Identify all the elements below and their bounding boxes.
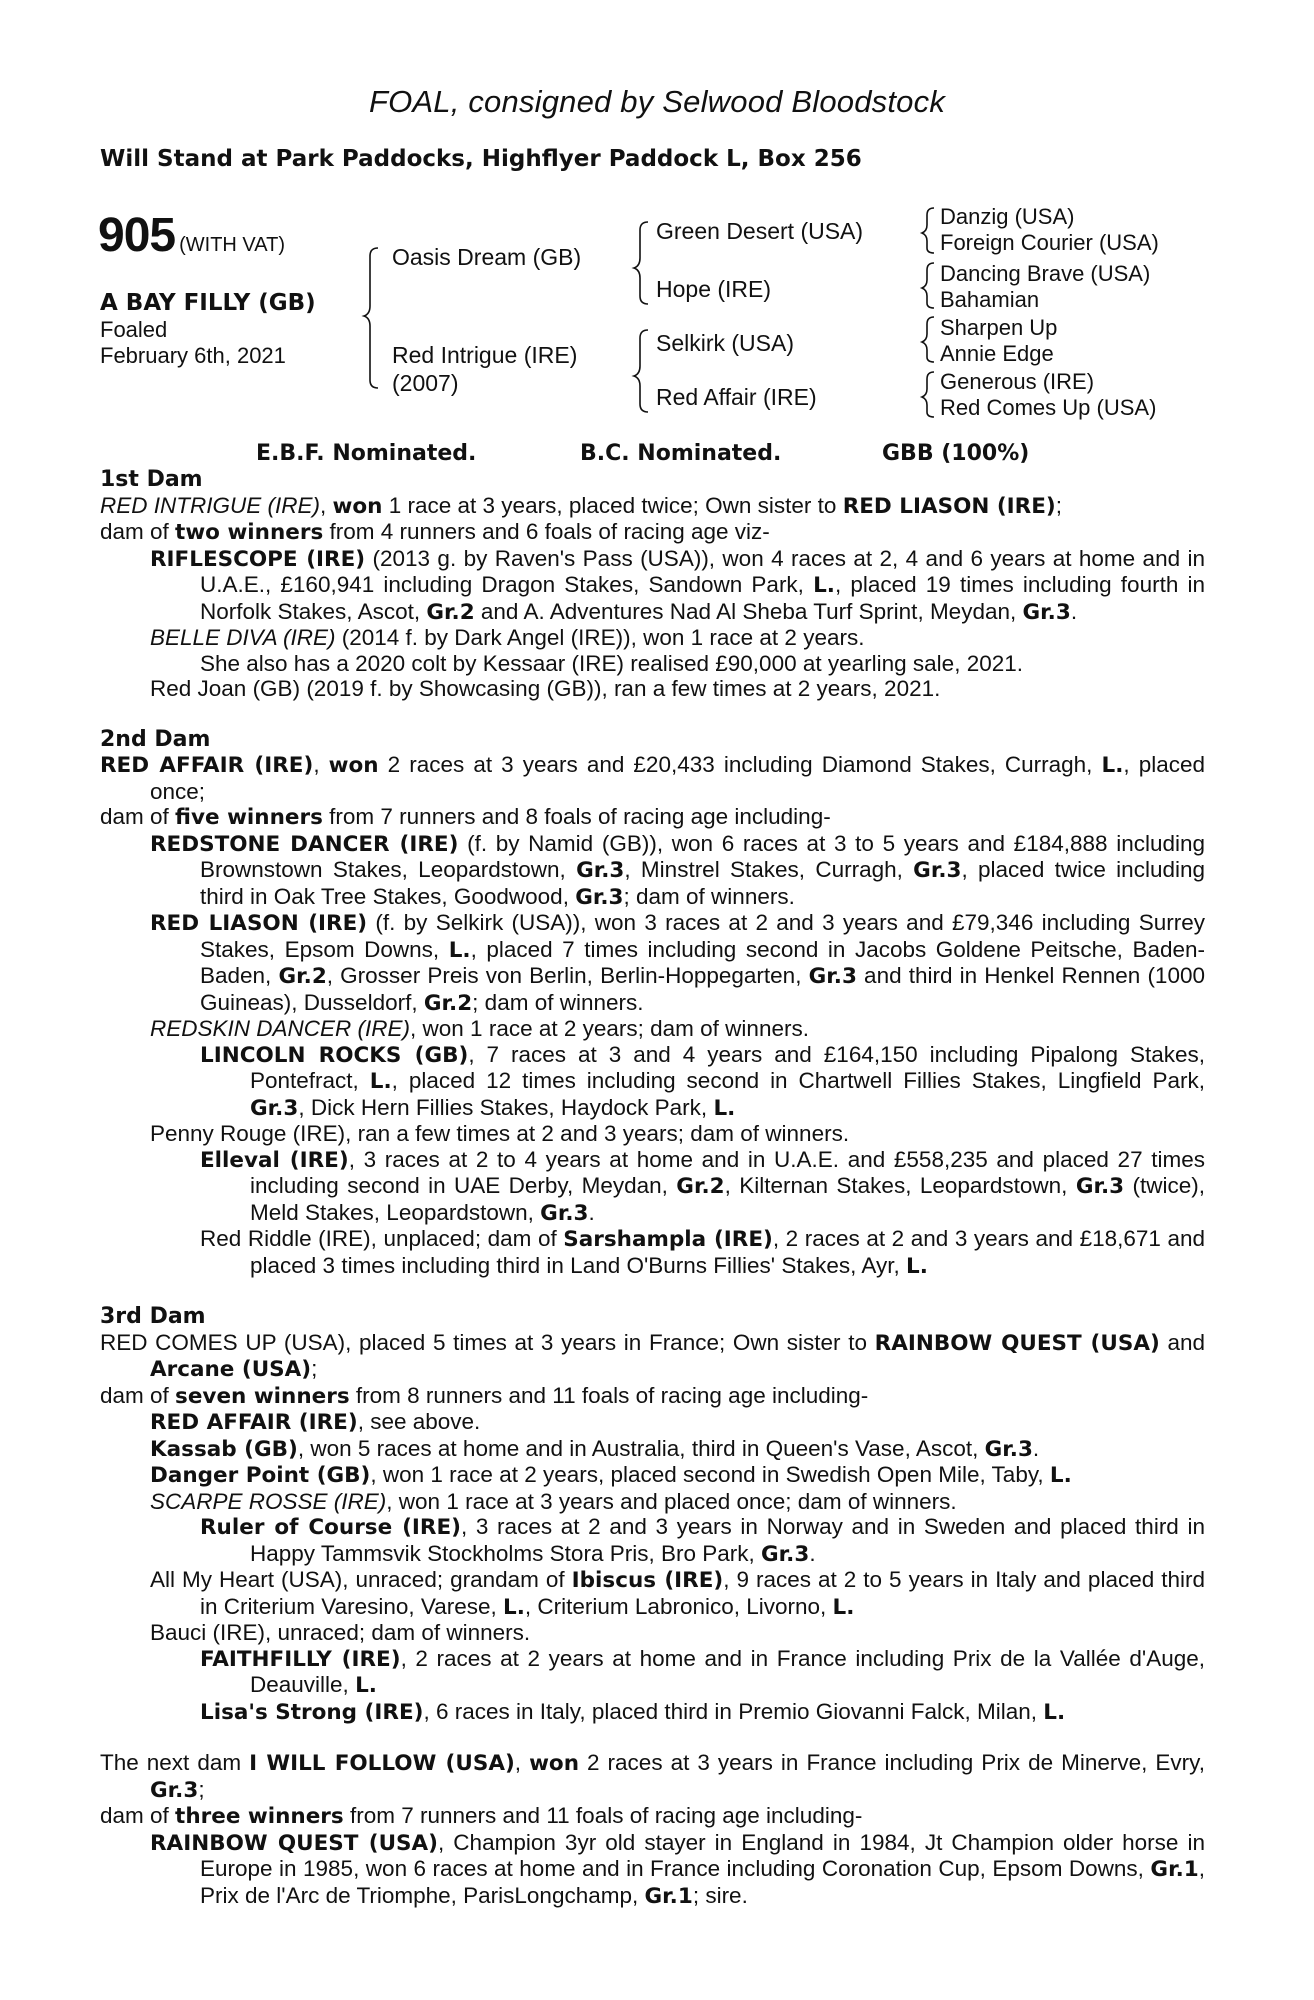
text-run: (2013 g. by Raven's Pass (USA)), won 4 races at 2, 4 and 6 years at home and in U.A.E., £160,941 including Dragon Stakes, Sandown Park,	[200, 545, 1205, 597]
text-run: , Kilternan Stakes, Leopardstown,	[724, 1173, 1076, 1198]
section-gap	[100, 1279, 1205, 1304]
bold-text: L.	[1101, 753, 1124, 778]
pedigree-sire-sire: Green Desert (USA)	[656, 218, 864, 244]
text-run: dam of	[100, 1803, 176, 1828]
bold-text: Kassab (GB)	[150, 1436, 298, 1462]
pedigree-g3-7: Generous (IRE)	[940, 369, 1095, 394]
bold-text: three winners	[175, 1804, 344, 1829]
text-run: dam of	[100, 804, 176, 829]
text-run: ,	[514, 1750, 530, 1775]
text-run: , Minstrel Stakes, Curragh,	[624, 857, 914, 882]
bold-text: RED LIASON (IRE)	[150, 911, 368, 936]
text-run: (f. by Namid (GB)), won 6 races at 3 to 5 years and £184,888 including Brownstown Stakes, Leopardstown,	[200, 830, 1206, 882]
text-run: .	[588, 1199, 595, 1225]
entry-paragraph	[100, 519, 1205, 546]
text-run: and third in Henkel Rennen (1000 Guineas), Dusseldorf,	[200, 963, 1205, 1015]
bold-text: RED AFFAIR (IRE)	[150, 1410, 358, 1435]
entry-paragraph	[100, 1750, 1205, 1803]
italic-text: REDSKIN DANCER (IRE)	[150, 1016, 411, 1041]
entry-paragraph	[100, 1042, 1205, 1122]
text-run: from 7 runners and 8 foals of racing age including-	[322, 804, 831, 829]
italic-text: SCARPE ROSSE (IRE)	[150, 1488, 387, 1514]
text-run: ; dam of winners.	[623, 883, 795, 909]
gbb-status: GBB (100%)	[882, 441, 1030, 466]
bold-text: L.	[355, 1673, 377, 1698]
bold-text: RIFLESCOPE (IRE)	[150, 546, 366, 572]
pedigree-g3-8: Red Comes Up (USA)	[940, 395, 1157, 420]
bold-text: L.	[448, 937, 471, 963]
bold-text: L.	[1043, 1699, 1066, 1725]
bold-text: Gr.2	[676, 1174, 725, 1199]
text-run: She also has a 2020 colt by Kessaar (IRE) realised £90,000 at yearling sale, 2021.	[200, 650, 1023, 676]
bold-text: Gr.3	[250, 1095, 299, 1121]
entry-paragraph	[100, 1462, 1205, 1489]
bold-text: L.	[713, 1095, 736, 1121]
bold-text: won	[332, 493, 383, 519]
text-run: , won 5 races at home and in Australia, third in Queen's Vase, Ascot,	[297, 1435, 985, 1461]
text-run: , see above.	[357, 1409, 481, 1434]
pedigree-dam: Red Intrigue (IRE)	[392, 342, 578, 368]
entry-paragraph	[100, 493, 1205, 520]
bold-text: L.	[503, 1594, 525, 1620]
bold-text: Gr.2	[278, 964, 327, 989]
entry-paragraph	[100, 546, 1205, 626]
text-run: .	[809, 1540, 816, 1566]
entry-paragraph	[100, 910, 1205, 1016]
bold-text: RAINBOW QUEST (USA)	[874, 1330, 1160, 1356]
entry-paragraph	[100, 1830, 1205, 1910]
bold-text: LINCOLN ROCKS (GB)	[200, 1042, 469, 1068]
pedigree-g3-6: Annie Edge	[940, 341, 1054, 366]
text-run: RED COMES UP (USA), placed 5 times at 3 years in France; Own sister to	[100, 1329, 875, 1355]
entry-paragraph	[100, 1147, 1205, 1227]
text-run: All My Heart (USA), unraced; grandam of	[150, 1567, 572, 1592]
text-run: , won 1 race at 3 years and placed once; dam of winners.	[386, 1488, 957, 1514]
bold-text: L.	[813, 573, 835, 598]
bold-text: Ibiscus (IRE)	[571, 1568, 724, 1593]
foaled-label: Foaled	[100, 317, 168, 342]
text-run: 1 race at 3 years, placed twice; Own sister to	[382, 492, 843, 518]
entry-paragraph	[100, 1016, 1205, 1042]
section-heading: 1st Dam	[100, 467, 203, 492]
bold-text: Ruler of Course (IRE)	[200, 1515, 461, 1540]
italic-text: RED INTRIGUE (IRE)	[100, 492, 321, 518]
text-run: (twice), Meld Stakes, Leopardstown,	[250, 1173, 1205, 1225]
text-run: dam of	[100, 519, 176, 544]
entry-paragraph	[100, 1409, 1205, 1436]
text-run: ; dam of winners.	[472, 989, 644, 1015]
bold-text: won	[328, 753, 379, 778]
bold-text: Gr.1	[644, 1883, 693, 1909]
text-run: , 3 races at 2 to 4 years at home and in U.A.E. and £558,235 and placed 27 times including second in UAE Derby, Meydan,	[250, 1146, 1205, 1198]
bold-text: L.	[369, 1069, 392, 1094]
bold-text: Arcane (USA)	[150, 1357, 312, 1382]
text-run: , Prix de l'Arc de Triomphe, ParisLongchamp,	[200, 1856, 1205, 1908]
bc-nomination: B.C. Nominated.	[580, 441, 782, 466]
text-run: Bauci (IRE), unraced; dam of winners.	[150, 1620, 531, 1645]
bold-text: won	[529, 1751, 580, 1776]
entry-paragraph	[100, 1646, 1205, 1699]
bold-text: RED LIASON (IRE)	[842, 493, 1056, 519]
entry-paragraph	[100, 1803, 1205, 1830]
entry-paragraph	[100, 1620, 1205, 1646]
pedigree-g3-3: Dancing Brave (USA)	[940, 261, 1151, 286]
text-run: , Grosser Preis von Berlin, Berlin-Hoppegarten,	[326, 963, 809, 988]
bold-text: Gr.3	[575, 884, 624, 910]
bold-text: five winners	[175, 805, 323, 830]
text-run: , 6 races in Italy, placed third in Premio Giovanni Falck, Milan,	[423, 1698, 1044, 1724]
text-run: , won 1 race at 2 years; dam of winners.	[410, 1016, 809, 1041]
text-run: , Criterium Labronico, Livorno,	[524, 1593, 833, 1619]
entry-paragraph	[100, 676, 1205, 702]
foaled-date: February 6th, 2021	[100, 343, 286, 368]
entry-paragraph	[100, 1383, 1205, 1410]
text-run: ;	[1055, 492, 1063, 518]
text-run: , Dick Hern Fillies Stakes, Haydock Park,	[298, 1094, 714, 1120]
entry-paragraph	[100, 804, 1205, 831]
text-run: , 2 races at 2 years at home and in France including Prix de la Vallée d'Auge, Deauville,	[250, 1645, 1205, 1697]
bold-text: REDSTONE DANCER (IRE)	[150, 831, 459, 857]
text-run: 2 races at 3 years in France including Prix de Minerve, Evry,	[579, 1750, 1205, 1775]
bold-text: RED AFFAIR (IRE)	[100, 753, 314, 778]
entry-paragraph	[100, 1226, 1205, 1279]
entry-paragraph	[100, 1699, 1205, 1726]
bold-text: Sarshampla (IRE)	[563, 1227, 773, 1252]
pedigree-sire: Oasis Dream (GB)	[392, 244, 582, 270]
entry-paragraph	[100, 651, 1205, 677]
text-run: The next dam	[100, 1750, 250, 1775]
vat-note: (WITH VAT)	[179, 234, 285, 256]
entry-paragraph	[100, 1436, 1205, 1463]
text-run: , placed 19 times including fourth in Norfolk Stakes, Ascot,	[200, 572, 1205, 624]
text-run: , placed 12 times including second in Chartwell Fillies Stakes, Lingfield Park,	[391, 1068, 1205, 1093]
pedigree-g3-1: Danzig (USA)	[940, 204, 1075, 229]
bold-text: Gr.3	[984, 1436, 1033, 1462]
text-run: , 2 races at 2 and 3 years and £18,671 and placed 3 times including third in Land O'Burns Fillies' Stakes, Ayr,	[250, 1226, 1205, 1278]
bold-text: Gr.3	[576, 858, 625, 883]
entry-paragraph	[100, 1489, 1205, 1515]
text-run: .	[1070, 598, 1078, 624]
bold-text: two winners	[175, 520, 324, 545]
text-run: ,	[313, 752, 329, 777]
text-run: , 3 races at 2 and 3 years in Norway and in Sweden and placed third in Happy Tammsvik Stockholms Stora Pris, Bro Park,	[250, 1514, 1205, 1566]
entry-paragraph	[100, 1567, 1205, 1620]
text-run: from 8 runners and 11 foals of racing age including-	[349, 1382, 869, 1408]
page-heading: FOAL, consigned by Selwood Bloodstock	[368, 84, 946, 119]
entry-paragraph	[100, 752, 1205, 804]
bold-text: Gr.3	[1022, 599, 1071, 625]
bold-text: Lisa's Strong (IRE)	[200, 1699, 424, 1725]
bold-text: Danger Point (GB)	[150, 1463, 371, 1488]
text-run: , 7 races at 3 and 4 years and £164,150 including Pipalong Stakes, Pontefract,	[250, 1041, 1205, 1093]
bold-text: Gr.3	[808, 964, 857, 989]
bold-text: Gr.3	[913, 858, 962, 883]
text-run: , placed 7 times including second in Jacobs Goldene Peitsche, Baden-Baden,	[200, 936, 1206, 988]
bold-text: L.	[832, 1594, 855, 1620]
bold-text: Gr.1	[1150, 1857, 1199, 1882]
text-run: and	[1159, 1329, 1205, 1355]
text-run: .	[1032, 1435, 1040, 1461]
lot-number: 905	[98, 209, 176, 262]
section-gap	[100, 702, 1205, 727]
text-run: , Champion 3yr old stayer in England in 1984, Jt Champion older horse in Europe in 1985, won 6 races at home and in France including Coronation Cup, Epsom Downs,	[200, 1829, 1205, 1881]
text-run: from 4 runners and 6 foals of racing age viz-	[323, 519, 770, 544]
bold-text: L.	[906, 1253, 928, 1279]
text-run: from 7 runners and 11 foals of racing age including-	[343, 1803, 863, 1828]
text-run: ;	[198, 1776, 205, 1802]
text-run: (2014 f. by Dark Angel (IRE)), won 1 race at 2 years.	[335, 625, 865, 650]
entry-paragraph	[100, 1330, 1205, 1383]
bold-text: Gr.3	[1075, 1174, 1125, 1199]
text-run: Red Joan (GB) (2019 f. by Showcasing (GB)), ran a few times at 2 years, 2021.	[150, 676, 941, 701]
text-run: 2 races at 3 years and £20,433 including Diamond Stakes, Curragh,	[378, 752, 1102, 777]
entry-paragraph	[100, 1514, 1205, 1567]
text-run: , 9 races at 2 to 5 years in Italy and placed third in Criterium Varesino, Varese,	[200, 1567, 1206, 1619]
text-run: ; sire.	[692, 1882, 748, 1908]
pedigree-g3-5: Sharpen Up	[940, 315, 1058, 340]
bold-text: Elleval (IRE)	[200, 1147, 349, 1173]
text-run: , placed twice including third in Oak Tree Stakes, Goodwood,	[200, 857, 1205, 909]
bold-text: FAITHFILLY (IRE)	[200, 1646, 401, 1672]
bold-text: L.	[1049, 1463, 1072, 1488]
bold-text: Gr.3	[540, 1200, 589, 1226]
text-run: ;	[311, 1356, 318, 1381]
entry-paragraph	[100, 1121, 1205, 1147]
section-gap	[100, 1725, 1205, 1750]
pedigree-dam-sire: Selkirk (USA)	[656, 330, 795, 356]
pedigree-sire-dam: Hope (IRE)	[656, 276, 772, 302]
text-run: , won 1 race at 2 years, placed second in Swedish Open Mile, Taby,	[370, 1462, 1050, 1487]
section-heading: 2nd Dam	[100, 726, 211, 752]
pedigree-g3-2: Foreign Courier (USA)	[940, 230, 1159, 255]
italic-text: BELLE DIVA (IRE)	[150, 625, 336, 650]
text-run: (f. by Selkirk (USA)), won 3 races at 2 and 3 years and £79,346 including Surrey Stakes, Epsom Downs,	[200, 910, 1205, 962]
pedigree-dam-dam: Red Affair (IRE)	[656, 384, 817, 410]
bold-text: Gr.3	[761, 1541, 810, 1567]
entry-paragraph	[100, 625, 1205, 651]
ebf-nomination: E.B.F. Nominated.	[256, 441, 477, 466]
bold-text: Gr.2	[426, 599, 475, 625]
horse-description: A BAY FILLY (GB)	[100, 290, 316, 316]
bold-text: Gr.2	[423, 990, 473, 1016]
entry-paragraph	[100, 831, 1205, 911]
text-run: dam of	[100, 1382, 176, 1408]
bold-text: I WILL FOLLOW (USA)	[249, 1751, 515, 1776]
text-run: Red Riddle (IRE), unplaced; dam of	[200, 1226, 564, 1251]
text-run: , placed once;	[150, 752, 1205, 804]
catalogue-body	[100, 467, 1205, 1909]
pedigree-dam-year: (2007)	[392, 370, 459, 396]
text-run: ,	[320, 492, 333, 518]
bold-text: seven winners	[175, 1383, 350, 1409]
pedigree-g3-4: Bahamian	[940, 287, 1040, 312]
bold-text: RAINBOW QUEST (USA)	[150, 1830, 438, 1856]
text-run: Penny Rouge (IRE), ran a few times at 2 and 3 years; dam of winners.	[150, 1121, 850, 1146]
bold-text: Gr.3	[150, 1777, 199, 1803]
stand-location: Will Stand at Park Paddocks, Highflyer Paddock L, Box 256	[100, 146, 862, 172]
text-run: and A. Adventures Nad Al Sheba Turf Sprint, Meydan,	[474, 598, 1023, 624]
section-heading: 3rd Dam	[100, 1304, 206, 1329]
